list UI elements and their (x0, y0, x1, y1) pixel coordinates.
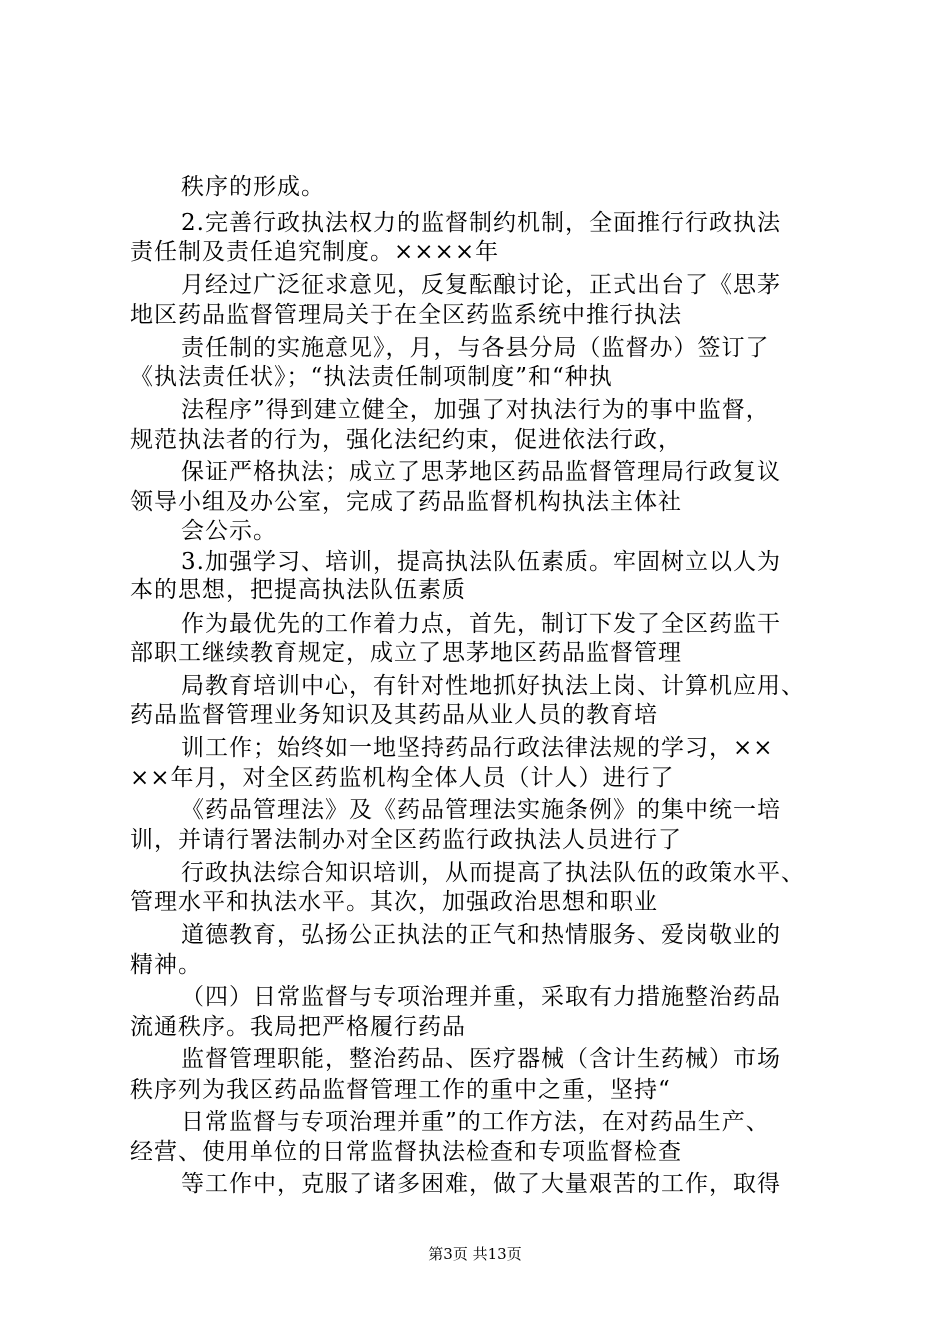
text-line: 规范执法者的行为，强化法纪约束，促进依法行政， (130, 427, 682, 453)
text-line: 道德教育，弘扬公正执法的正气和热情服务、爱岗敬业的 (181, 922, 781, 948)
text-line: 秩序的形成。 (181, 174, 325, 200)
text-line: 责任制及责任追究制度。××××年 (130, 239, 500, 265)
text-line: 训，并请行署法制办对全区药监行政执法人员进行了 (130, 827, 682, 853)
text-line: 《执法责任状》；“执法责任制项制度”和“种执 (130, 364, 613, 390)
text-line: 法程序”得到建立健全，加强了对执法行为的事中监督， (181, 397, 770, 423)
text-line: 地区药品监督管理局关于在全区药监系统中推行执法 (130, 302, 682, 328)
text-line: 领导小组及办公室，完成了药品监督机构执法主体社 (130, 489, 682, 515)
text-line: 会公示。 (181, 518, 277, 544)
text-line: （四）日常监督与专项治理并重，采取有力措施整治药品 (181, 984, 781, 1010)
text-line: 《药品管理法》及《药品管理法实施条例》的集中统一培 (181, 797, 781, 823)
text-line: 3.加强学习、培训，提高执法队伍素质。牢固树立以人为 (181, 549, 781, 575)
text-line: 作为最优先的工作着力点，首先，制订下发了全区药监干 (181, 611, 781, 637)
text-line: 经营、使用单位的日常监督执法检查和专项监督检查 (130, 1139, 682, 1165)
text-line: 精神。 (130, 952, 202, 978)
text-line: 训工作；始终如一地坚持药品行政法律法规的学习，×× (181, 735, 774, 761)
text-line: 责任制的实施意见》，月，与各县分局（监督办）签订了 (181, 335, 770, 361)
text-line: 管理水平和执法水平。其次，加强政治思想和职业 (130, 889, 658, 915)
text-line: 2.完善行政执法权力的监督制约机制，全面推行行政执法 (181, 210, 781, 236)
page-number-footer: 第3页 共13页 (428, 1245, 522, 1263)
text-line: 行政执法综合知识培训，从而提高了执法队伍的政策水平、 (181, 860, 805, 886)
text-line: 月经过广泛征求意见，反复酝酿讨论，正式出台了《思茅 (181, 272, 781, 298)
text-line: 流通秩序。我局把严格履行药品 (130, 1014, 466, 1040)
text-line: 日常监督与专项治理并重”的工作方法，在对药品生产、 (181, 1109, 770, 1135)
text-line: 药品监督管理业务知识及其药品从业人员的教育培 (130, 702, 658, 728)
text-line: 本的思想，把提高执法队伍素质 (130, 577, 466, 603)
text-line: 监督管理职能，整治药品、医疗器械（含计生药械）市场 (181, 1046, 781, 1072)
text-line: 等工作中，克服了诸多困难，做了大量艰苦的工作，取得 (181, 1171, 781, 1197)
text-line: 保证严格执法；成立了思茅地区药品监督管理局行政复议 (181, 459, 781, 485)
text-line: ××年月，对全区药监机构全体人员（计人）进行了 (130, 765, 675, 791)
text-line: 秩序列为我区药品监督管理工作的重中之重，坚持“ (130, 1077, 671, 1103)
text-line: 局教育培训中心，有针对性地抓好执法上岗、计算机应用、 (181, 673, 805, 699)
text-line: 部职工继续教育规定，成立了思茅地区药品监督管理 (130, 640, 682, 666)
